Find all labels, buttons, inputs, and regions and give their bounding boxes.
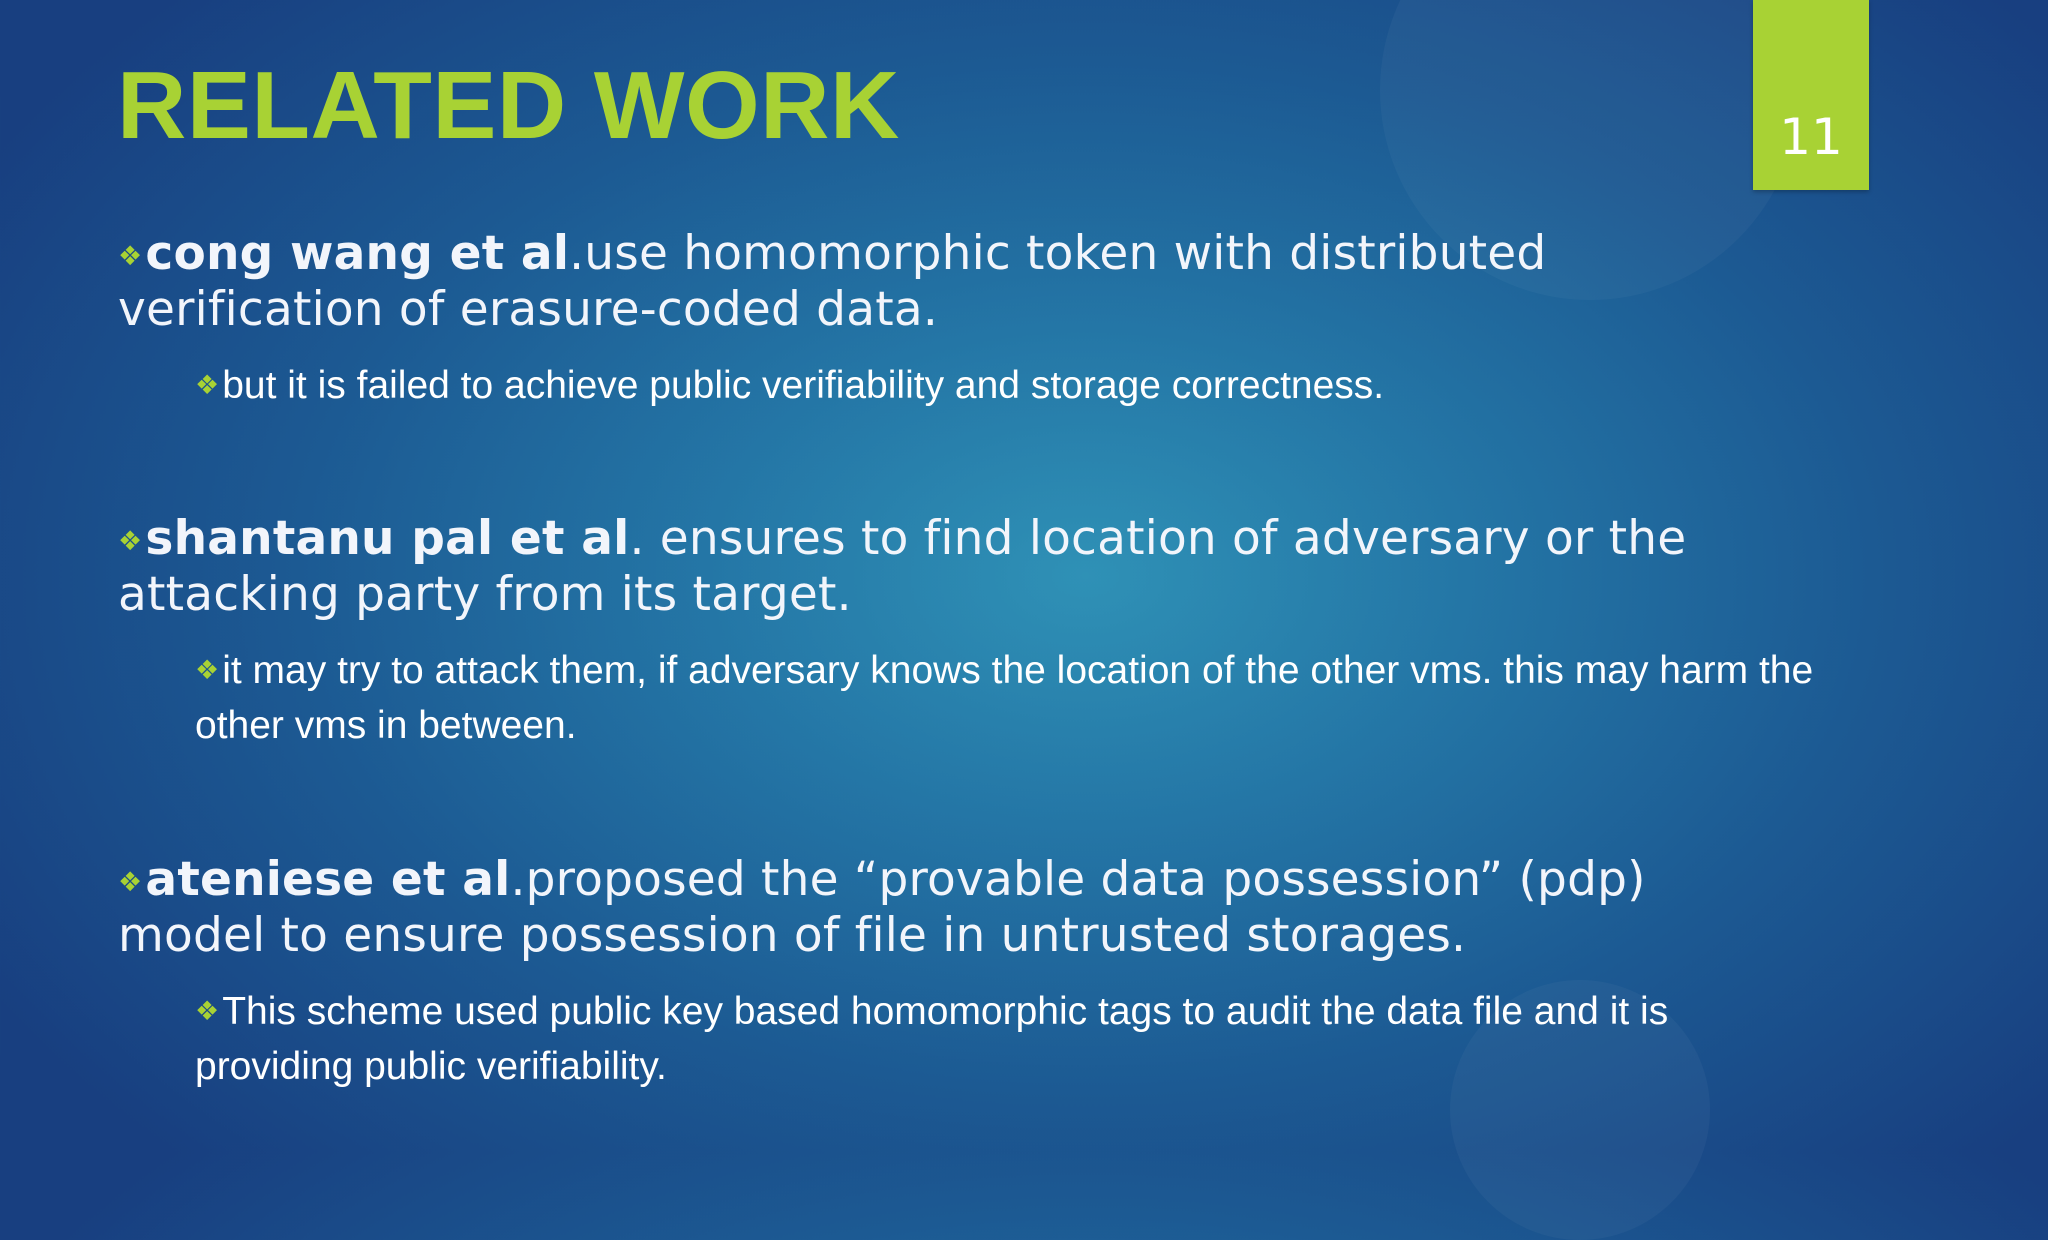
four-diamond-bullet-icon: ❖ [118,867,143,898]
point-text: . ensures to find location of adversary or the attacking party from its target. [118,511,1687,622]
four-diamond-bullet-icon: ❖ [118,241,143,272]
four-diamond-bullet-icon: ❖ [118,526,143,557]
sub-bullet-point [195,643,1815,753]
point-text: .use homomorphic token with distributed verification of erasure-coded data. [118,226,1547,337]
slide-title: RELATED WORK [117,52,900,159]
sub-point-text: it may try to attack them, if adversary knows the location of the other vms. this may harm the other vms in between. [195,649,1814,747]
sub-bullet-point [195,984,1815,1094]
author-reference: cong wang et al [145,226,570,281]
four-diamond-bullet-icon: ❖ [195,655,220,685]
author-reference: shantanu pal et al [145,511,630,566]
four-diamond-bullet-icon: ❖ [195,996,220,1026]
four-diamond-bullet-icon: ❖ [195,370,220,400]
slide-number: 11 [1779,108,1843,166]
bullet-point [118,852,1778,964]
sub-bullet-point [195,358,1815,413]
sub-point-text: but it is failed to achieve public verifiability and storage correctness. [222,364,1385,407]
point-text: .proposed the “provable data possession” (pdp) model to ensure possession of file in untrusted storages. [118,852,1646,963]
slide-number-badge [1753,0,1869,190]
bullet-point [118,511,1778,623]
author-reference: ateniese et al [145,852,511,907]
sub-point-text: This scheme used public key based homomorphic tags to audit the data file and it is providing public verifiability. [195,990,1669,1088]
bullet-point [118,226,1778,338]
